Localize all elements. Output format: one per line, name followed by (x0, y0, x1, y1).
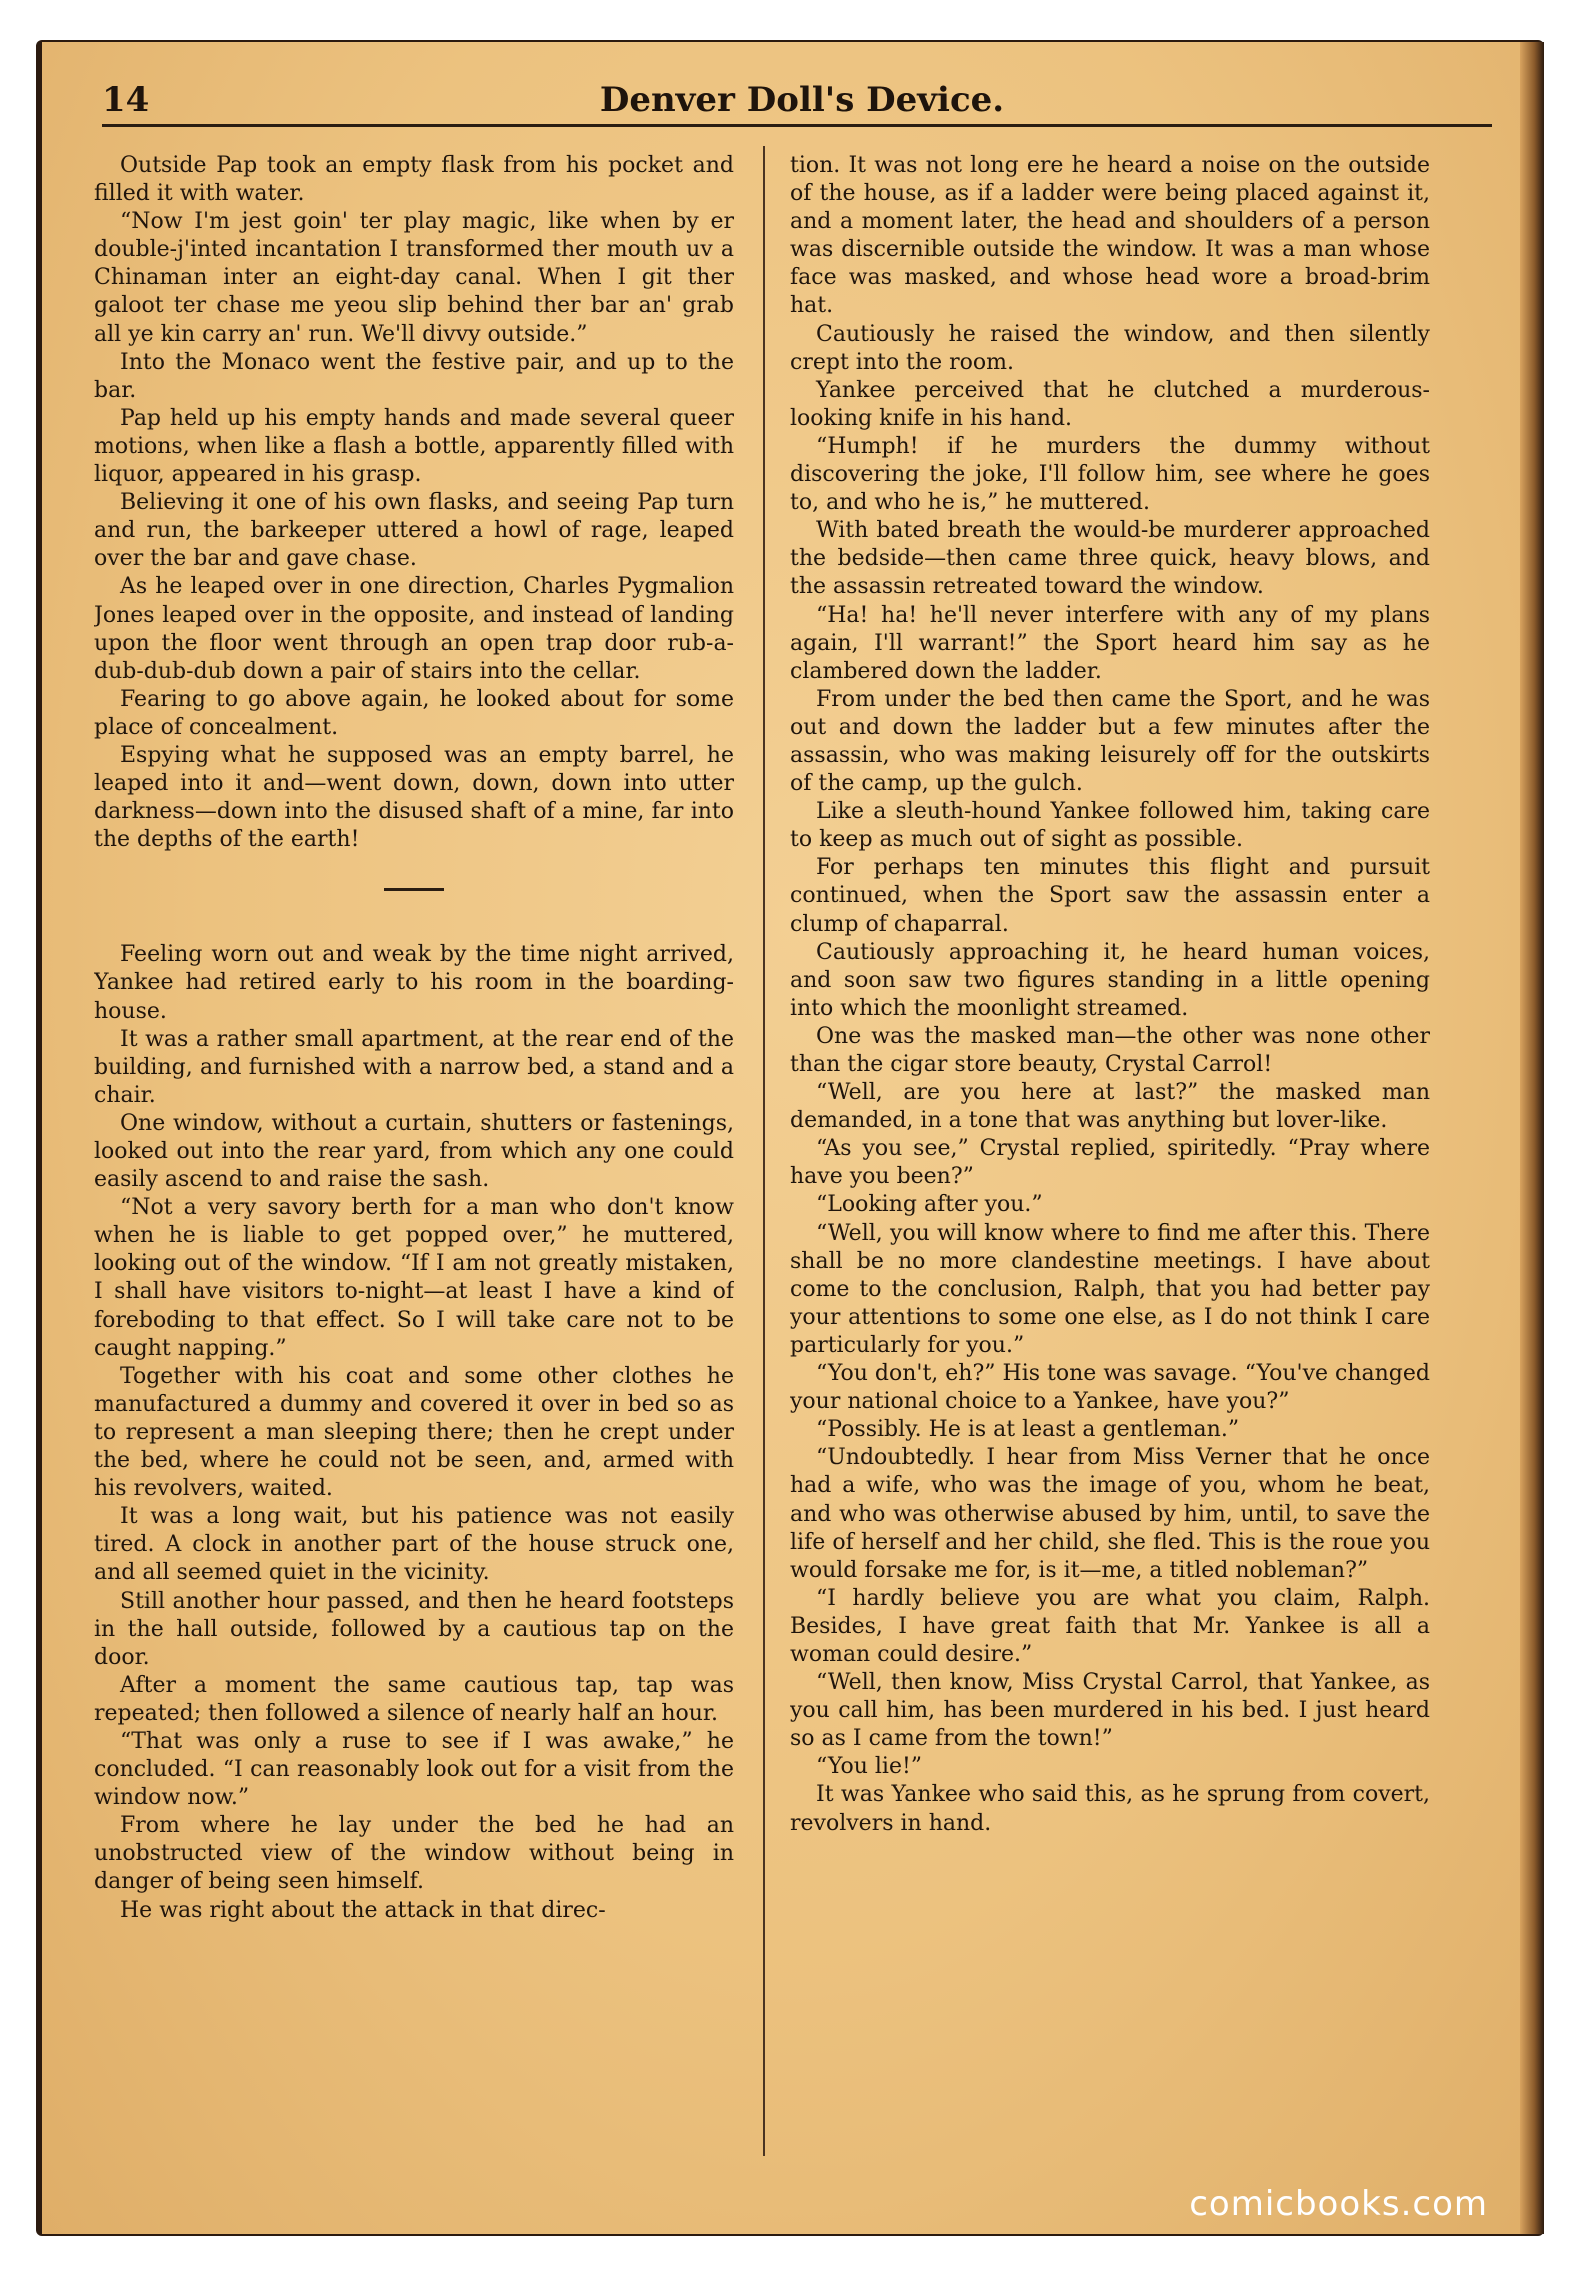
right-column (790, 152, 1430, 2172)
paragraph: He was right about the attack in that direc- (120, 1897, 606, 1923)
left-column (94, 152, 734, 2172)
paragraph: After a moment the same cautious tap, tap was repeated; then followed a silence of nearly half an hour. (94, 1672, 734, 1726)
page-title: Denver Doll's Device. (599, 80, 1005, 120)
column-divider (763, 146, 765, 2156)
paragraph: “Possibly. He is at least a gentleman.” (816, 1417, 1240, 1443)
page-spine-shadow (1520, 42, 1544, 2234)
paragraph: Believing it one of his own flasks, and seeing Pap turn and run, the barkeeper uttered a howl of rage, leaped over the bar and gave chase. (94, 490, 734, 572)
paragraph: “Looking after you.” (816, 1192, 1043, 1218)
paragraph: “Now I'm jest goin' ter play magic, like when by er double-j'inted incantation I transformed ther mouth uv a Chinaman inter an eight-day canal. When I git ther galoot ter chase me yeou slip behind ther bar an' grab all ye kin carry an' run. We'll divvy outside.” (94, 209, 734, 347)
page-header (102, 72, 1502, 142)
paragraph: tion. It was not long ere he heard a noise on the outside of the house, as if a ladder were being placed against it, and a moment later, the head and shoulders of a person was discernible outside the window. It was a man whose face was masked, and whose head wore a broad-brim hat. (790, 153, 1430, 319)
paragraph: Still another hour passed, and then he heard footsteps in the hall outside, followed by a cautious tap on the door. (94, 1588, 734, 1670)
paragraph: “That was only a ruse to see if I was awake,” he concluded. “I can reasonably look out for a visit from the window now.” (94, 1728, 734, 1811)
paragraph: Outside Pap took an empty flask from his pocket and filled it with water. (94, 153, 734, 207)
paragraph: “Humph! if he murders the dummy without discovering the joke, I'll follow him, see where he goes to, and who he is,” he muttered. (790, 433, 1430, 516)
paragraph: Yankee perceived that he clutched a murderous-looking knife in his hand. (790, 377, 1430, 431)
paragraph: From where he lay under the bed he had an unobstructed view of the window without being in danger of being seen himself. (94, 1813, 734, 1895)
paragraph: With bated breath the would-be murderer approached the bedside—then came three quick, heavy blows, and the assassin retreated toward the window. (790, 518, 1430, 600)
paragraph: It was Yankee who said this, as he sprung from covert, revolvers in hand. (790, 1782, 1430, 1836)
paragraph: Cautiously approaching it, he heard human voices, and soon saw two figures standing in a little opening into which the moonlight streamed. (790, 939, 1430, 1021)
paragraph: “Ha! ha! he'll never interfere with any of my plans again, I'll warrant!” the Sport heard him say as he clambered down the ladder. (790, 602, 1430, 684)
paragraph: “Well, are you here at last?” the masked man demanded, in a tone that was anything but lover-like. (790, 1080, 1430, 1134)
paragraph: As he leaped over in one direction, Charles Pygmalion Jones leaped over in the opposite, and instead of landing upon the floor went through an open trap door rub-a-dub-dub-dub down a pair of stairs into the cellar. (94, 574, 734, 684)
paragraph: Pap held up his empty hands and made several queer motions, when like a flash a bottle, apparently filled with liquor, appeared in his grasp. (94, 405, 734, 488)
paragraph: It was a long wait, but his patience was not easily tired. A clock in another part of the house struck one, and all seemed quiet in the vicinity. (94, 1504, 734, 1586)
magazine-page (42, 42, 1544, 2234)
header-rule (102, 124, 1492, 127)
paragraph: “I hardly believe you are what you claim, Ralph. Besides, I have great faith that Mr. Yankee is all a woman could desire.” (790, 1585, 1430, 1667)
paragraph: It was a rather small apartment, at the rear end of the building, and furnished with a narrow bed, a stand and a chair. (94, 1026, 734, 1108)
paragraph: Espying what he supposed was an empty barrel, he leaped into it and—went down, down, down into utter darkness—down into the disused shaft of a mine, far into the depths of the earth! (94, 742, 734, 853)
paragraph: From under the bed then came the Sport, and he was out and down the ladder but a few minutes after the assassin, who was making leisurely off for the outskirts of the camp, up the gulch. (790, 686, 1430, 797)
paragraph: “Not a very savory berth for a man who don't know when he is liable to get popped over,” he muttered, looking out of the window. “If I am not greatly mistaken, I shall have visitors to-night—at least I have a kind of foreboding to that effect. So I will take care not to be caught napping.” (94, 1195, 734, 1361)
page-number: 14 (102, 80, 150, 120)
paragraph: “As you see,” Crystal replied, spiritedly. “Pray where have you been?” (790, 1136, 1430, 1190)
paragraph: “Undoubtedly. I hear from Miss Verner that he once had a wife, who was the image of you, whom he beat, and who was otherwise abused by him, until, to save the life of herself and her child, she fled. This is the roue you would forsake me for, is it—me, a titled nobleman?” (790, 1445, 1430, 1583)
paragraph: Into the Monaco went the festive pair, and up to the bar. (94, 349, 734, 403)
paragraph: Cautiously he raised the window, and then silently crept into the room. (790, 321, 1430, 375)
site-watermark: comicbooks.com (1189, 2184, 1488, 2224)
paragraph: “Well, you will know where to find me after this. There shall be no more clandestine meetings. I have about come to the conclusion, Ralph, that you had better pay your attentions to some one else, as I do not think I care particularly for you.” (790, 1220, 1430, 1358)
section-separator (384, 888, 444, 891)
paragraph: “You don't, eh?” His tone was savage. “You've changed your national choice to a Yankee, have you?” (790, 1361, 1430, 1415)
paragraph: Like a sleuth-hound Yankee followed him, taking care to keep as much out of sight as possible. (790, 799, 1430, 853)
paragraph: “You lie!” (816, 1754, 923, 1780)
paragraph: Feeling worn out and weak by the time night arrived, Yankee had retired early to his room in the boarding-house. (94, 942, 734, 1024)
paragraph: “Well, then know, Miss Crystal Carrol, that Yankee, as you call him, has been murdered in his bed. I just heard so as I came from the town!” (790, 1670, 1430, 1752)
paragraph: For perhaps ten minutes this flight and pursuit continued, when the Sport saw the assassin enter a clump of chaparral. (790, 855, 1430, 937)
paragraph: One was the masked man—the other was none other than the cigar store beauty, Crystal Carrol! (790, 1023, 1430, 1077)
paragraph: One window, without a curtain, shutters or fastenings, looked out into the rear yard, from which any one could easily ascend to and raise the sash. (94, 1110, 734, 1193)
paragraph: Fearing to go above again, he looked about for some place of concealment. (94, 686, 734, 740)
paragraph: Together with his coat and some other clothes he manufactured a dummy and covered it over in bed so as to represent a man sleeping there; then he crept under the bed, where he could not be seen, and, armed with his revolvers, waited. (94, 1363, 734, 1502)
